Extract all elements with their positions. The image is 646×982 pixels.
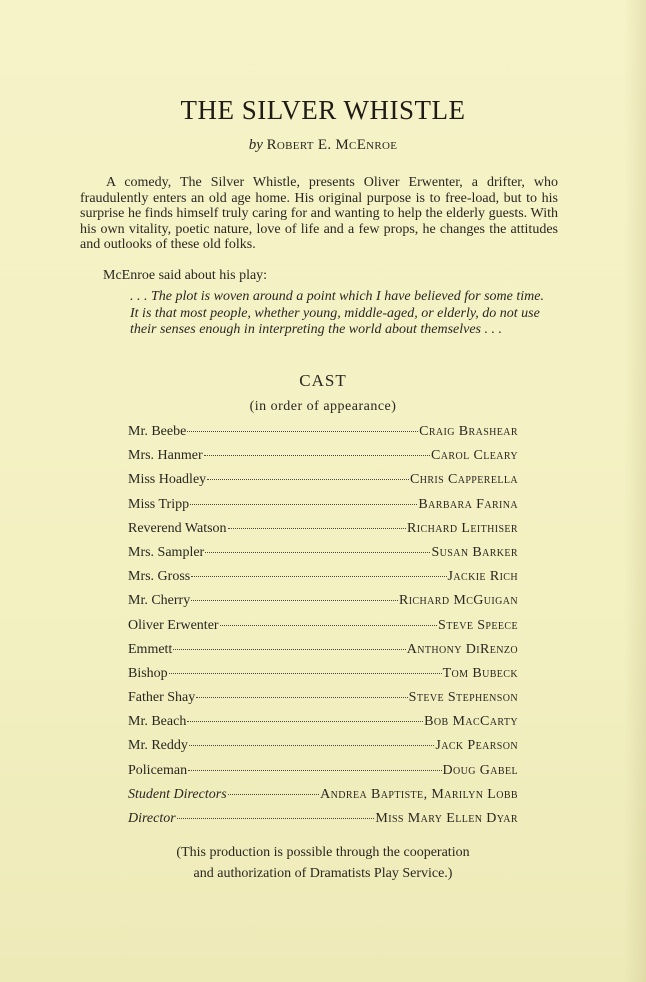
cast-row	[128, 521, 518, 545]
cast-actor: Doug Gabel	[442, 762, 518, 778]
dot-leader	[187, 721, 423, 722]
cast-row	[128, 593, 518, 617]
cast-actor: Steve Speece	[438, 617, 518, 633]
cast-row	[128, 545, 518, 569]
cast-row	[128, 424, 518, 448]
cast-row	[128, 714, 518, 738]
cast-role: Mrs. Sampler	[128, 544, 205, 560]
cast-row	[128, 738, 518, 762]
cast-subheading: (in order of appearance)	[249, 399, 397, 414]
cast-row	[128, 569, 518, 593]
cast-role: Bishop	[128, 665, 168, 681]
cast-list	[128, 424, 518, 835]
cast-row	[128, 472, 518, 496]
author-quote-intro: McEnroe said about his play:	[103, 268, 268, 283]
dot-leader	[228, 794, 320, 795]
dot-leader	[188, 770, 441, 771]
dot-leader	[169, 673, 442, 674]
cast-role: Miss Hoadley	[128, 472, 207, 488]
cast-role: Mrs. Gross	[128, 569, 191, 585]
cast-heading: CAST	[299, 371, 347, 390]
cast-row	[128, 763, 518, 787]
dot-leader	[228, 528, 406, 529]
dot-leader	[191, 600, 398, 601]
cast-actor: Bob MacCarty	[424, 714, 518, 730]
production-note-line-1: (This production is possible through the cooperation	[176, 845, 470, 860]
cast-actor: Susan Barker	[431, 544, 518, 560]
production-note-line-2: and authorization of Dramatists Play Service.)	[193, 866, 453, 881]
cast-actor: Carol Cleary	[431, 448, 518, 464]
cast-role: Policeman	[128, 762, 188, 778]
byline	[0, 137, 646, 154]
dot-leader	[190, 504, 417, 505]
dot-leader	[207, 479, 409, 480]
dot-leader	[220, 625, 437, 626]
byline-by: by	[248, 137, 263, 153]
cast-actor: Richard McGuigan	[398, 593, 518, 609]
cast-role: Reverend Watson	[128, 520, 227, 536]
cast-actor: Chris Capperella	[409, 472, 518, 488]
cast-row	[128, 787, 518, 811]
cast-row	[128, 497, 518, 521]
cast-actor: Tom Bubeck	[442, 665, 518, 681]
cast-actor: Steve Stephenson	[408, 690, 518, 706]
cast-role: Director	[128, 811, 176, 826]
dot-leader	[196, 697, 407, 698]
cast-actor: Jackie Rich	[447, 569, 518, 585]
cast-role: Mr. Cherry	[128, 593, 191, 609]
author-name: Robert E. McEnroe	[266, 137, 398, 153]
cast-row	[128, 666, 518, 690]
cast-row	[128, 618, 518, 642]
cast-role: Miss Tripp	[128, 496, 190, 512]
cast-role: Mr. Reddy	[128, 738, 188, 754]
cast-actor: Barbara Farina	[418, 496, 518, 512]
cast-role: Student Directors	[128, 786, 227, 802]
cast-actor: Richard Leithiser	[407, 520, 518, 536]
cast-row	[128, 811, 518, 835]
production-note	[0, 842, 646, 884]
cast-role: Father Shay	[128, 690, 196, 706]
cast-actor: Anthony DiRenzo	[406, 641, 518, 657]
cast-role: Mr. Beach	[128, 714, 187, 730]
dot-leader	[187, 431, 418, 432]
cast-role: Mrs. Hanmer	[128, 448, 203, 464]
cast-role: Mr. Beebe	[128, 424, 187, 439]
cast-role: Emmett	[128, 641, 173, 657]
cast-actor: Craig Brashear	[419, 424, 518, 439]
cast-row	[128, 448, 518, 472]
play-title: THE SILVER WHISTLE	[180, 95, 466, 125]
cast-actor: Jack Pearson	[435, 738, 518, 754]
cast-actor: Miss Mary Ellen Dyar	[375, 811, 518, 826]
cast-actor: Andrea Baptiste, Marilyn Lobb	[320, 786, 518, 802]
dot-leader	[189, 745, 434, 746]
dot-leader	[173, 649, 405, 650]
dot-leader	[205, 552, 430, 553]
play-description: A comedy, The Silver Whistle, presents Oliver Erwenter, a drifter, who fraudulently enters an old age home. His original purpose is to free-load, but to his surprise he finds himself truly caring for and wanting to help the elderly guests. With his own vitality, poetic nature, love of life and a few props, he changes the attitudes and outlooks of these old folks.	[80, 175, 558, 253]
cast-row	[128, 642, 518, 666]
cast-row	[128, 690, 518, 714]
dot-leader	[204, 455, 430, 456]
dot-leader	[177, 818, 375, 819]
author-quote: . . . The plot is woven around a point which I have believed for some time. It is that most people, whether young, middle-aged, or elderly, do not use their senses enough in interpreting the world about themselves . . .	[130, 289, 544, 337]
dot-leader	[191, 576, 446, 577]
cast-role: Oliver Erwenter	[128, 617, 219, 633]
